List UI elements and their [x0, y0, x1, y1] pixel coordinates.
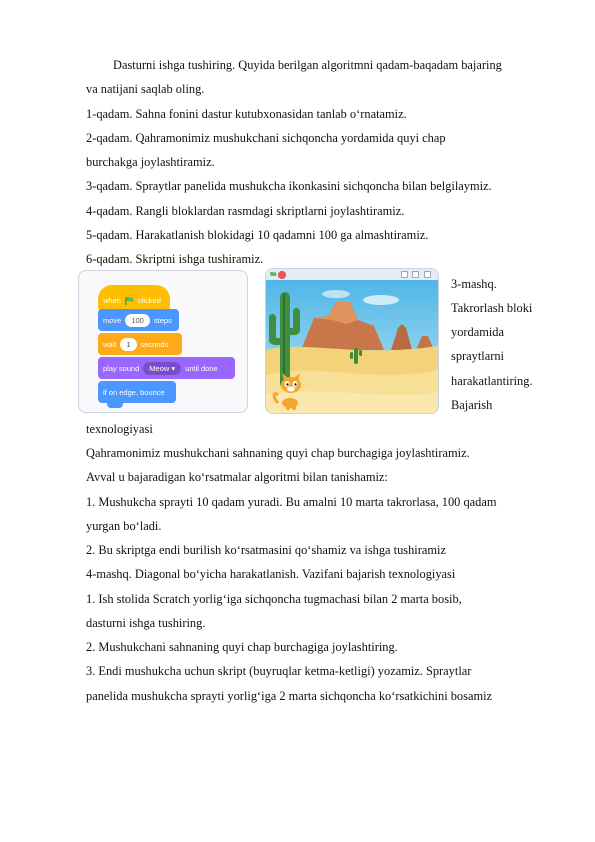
fullscreen-icon — [424, 271, 431, 278]
large-stage-icon — [412, 271, 419, 278]
step-3: 3-qadam. Spraytlar panelida mushukcha ikonkasini sichqoncha bilan belgilaymiz. — [86, 179, 492, 193]
green-flag-icon — [269, 271, 277, 279]
move-value: 100 — [125, 314, 150, 327]
wait-label: wait — [103, 339, 117, 349]
after-line-5: yurgan bo‘ladi. — [86, 519, 162, 533]
side-text-1: 3-mashq. — [451, 277, 497, 291]
when-label: when — [103, 296, 121, 305]
step-6: 6-qadam. Skriptni ishga tushiramiz. — [86, 252, 264, 266]
after-line-7: 4-mashq. Diagonal bo‘yicha harakatlanish. Vazifani bajarish texnologiyasi — [86, 567, 456, 581]
after-line-6: 2. Bu skriptga endi burilish ko‘rsatmasini qo‘shamiz va ishga tushiramiz — [86, 543, 446, 557]
wait-seconds-block — [98, 333, 182, 355]
step-4: 4-qadam. Rangli bloklardan rasmdagi skriptlarni joylashtiramiz. — [86, 204, 405, 218]
after-line-3: Avval u bajaradigan ko‘rsatmalar algoritmi bilan tanishamiz: — [86, 470, 388, 484]
stop-icon — [278, 271, 286, 279]
after-line-2: Qahramonimiz mushukchani sahnaning quyi chap burchagiga joylashtiramiz. — [86, 446, 470, 460]
after-line-8: 1. Ish stolida Scratch yorlig‘iga sichqoncha tugmachasi bilan 2 marta bosib, — [86, 592, 462, 606]
desert-backdrop — [266, 280, 438, 413]
play-sound-label: play sound — [103, 363, 140, 373]
bounce-block — [98, 381, 176, 403]
clicked-label: clicked — [137, 296, 161, 305]
scratch-stage-image — [265, 268, 439, 414]
step-2-cont: burchakga joylashtiramiz. — [86, 155, 215, 169]
after-line-12: panelida mushukcha sprayti yorlig‘iga 2 marta sichqoncha ko‘rsatkichini bosamiz — [86, 689, 493, 703]
side-text-4: spraytlarni — [451, 349, 504, 363]
stage-toolbar — [266, 269, 438, 280]
move-steps-block — [98, 309, 179, 331]
dropdown-arrow-icon: ▾ — [171, 363, 176, 373]
until-done-label: until done — [185, 363, 218, 373]
after-line-1: texnologiyasi — [86, 422, 153, 436]
intro-line-2: va natijani saqlab oling. — [86, 82, 205, 96]
side-text-2: Takrorlash bloki — [451, 301, 533, 315]
after-line-10: 2. Mushukchani sahnaning quyi chap burchagiga joylashtiring. — [86, 640, 398, 654]
side-text-6: Bajarish — [451, 398, 493, 412]
green-flag-icon — [125, 296, 134, 305]
block-tab — [107, 402, 123, 408]
small-stage-icon — [401, 271, 408, 278]
wait-value: 1 — [120, 338, 136, 351]
seconds-label: seconds — [140, 339, 169, 349]
scratch-script-image — [78, 270, 248, 413]
steps-label: steps — [153, 315, 172, 325]
side-text-3: yordamida — [451, 325, 504, 339]
side-text-5: harakatlantiring. — [451, 374, 533, 388]
after-line-4: 1. Mushukcha sprayti 10 qadam yuradi. Bu amalni 10 marta takrorlasa, 100 qadam — [86, 495, 497, 509]
sound-name: Meow — [149, 363, 170, 373]
step-5: 5-qadam. Harakatlanish blokidagi 10 qadamni 100 ga almashtiramiz. — [86, 228, 429, 242]
bounce-label: if on edge, bounce — [103, 387, 165, 397]
when-flag-clicked-block — [98, 285, 170, 311]
move-label: move — [103, 315, 122, 325]
after-line-11: 3. Endi mushukcha uchun skript (buyruqlar ketma-ketligi) yozamiz. Spraytlar — [86, 664, 472, 678]
play-sound-block — [98, 357, 235, 379]
step-2: 2-qadam. Qahramonimiz mushukchani sichqoncha yordamida quyi chap — [86, 131, 446, 145]
intro-line-1: Dasturni ishga tushiring. Quyida berilgan algoritmni qadam-baqadam bajaring — [113, 58, 502, 72]
step-1: 1-qadam. Sahna fonini dastur kutubxonasidan tanlab o‘rnatamiz. — [86, 107, 407, 121]
sound-dropdown — [143, 362, 181, 375]
after-line-9: dasturni ishga tushiring. — [86, 616, 206, 630]
